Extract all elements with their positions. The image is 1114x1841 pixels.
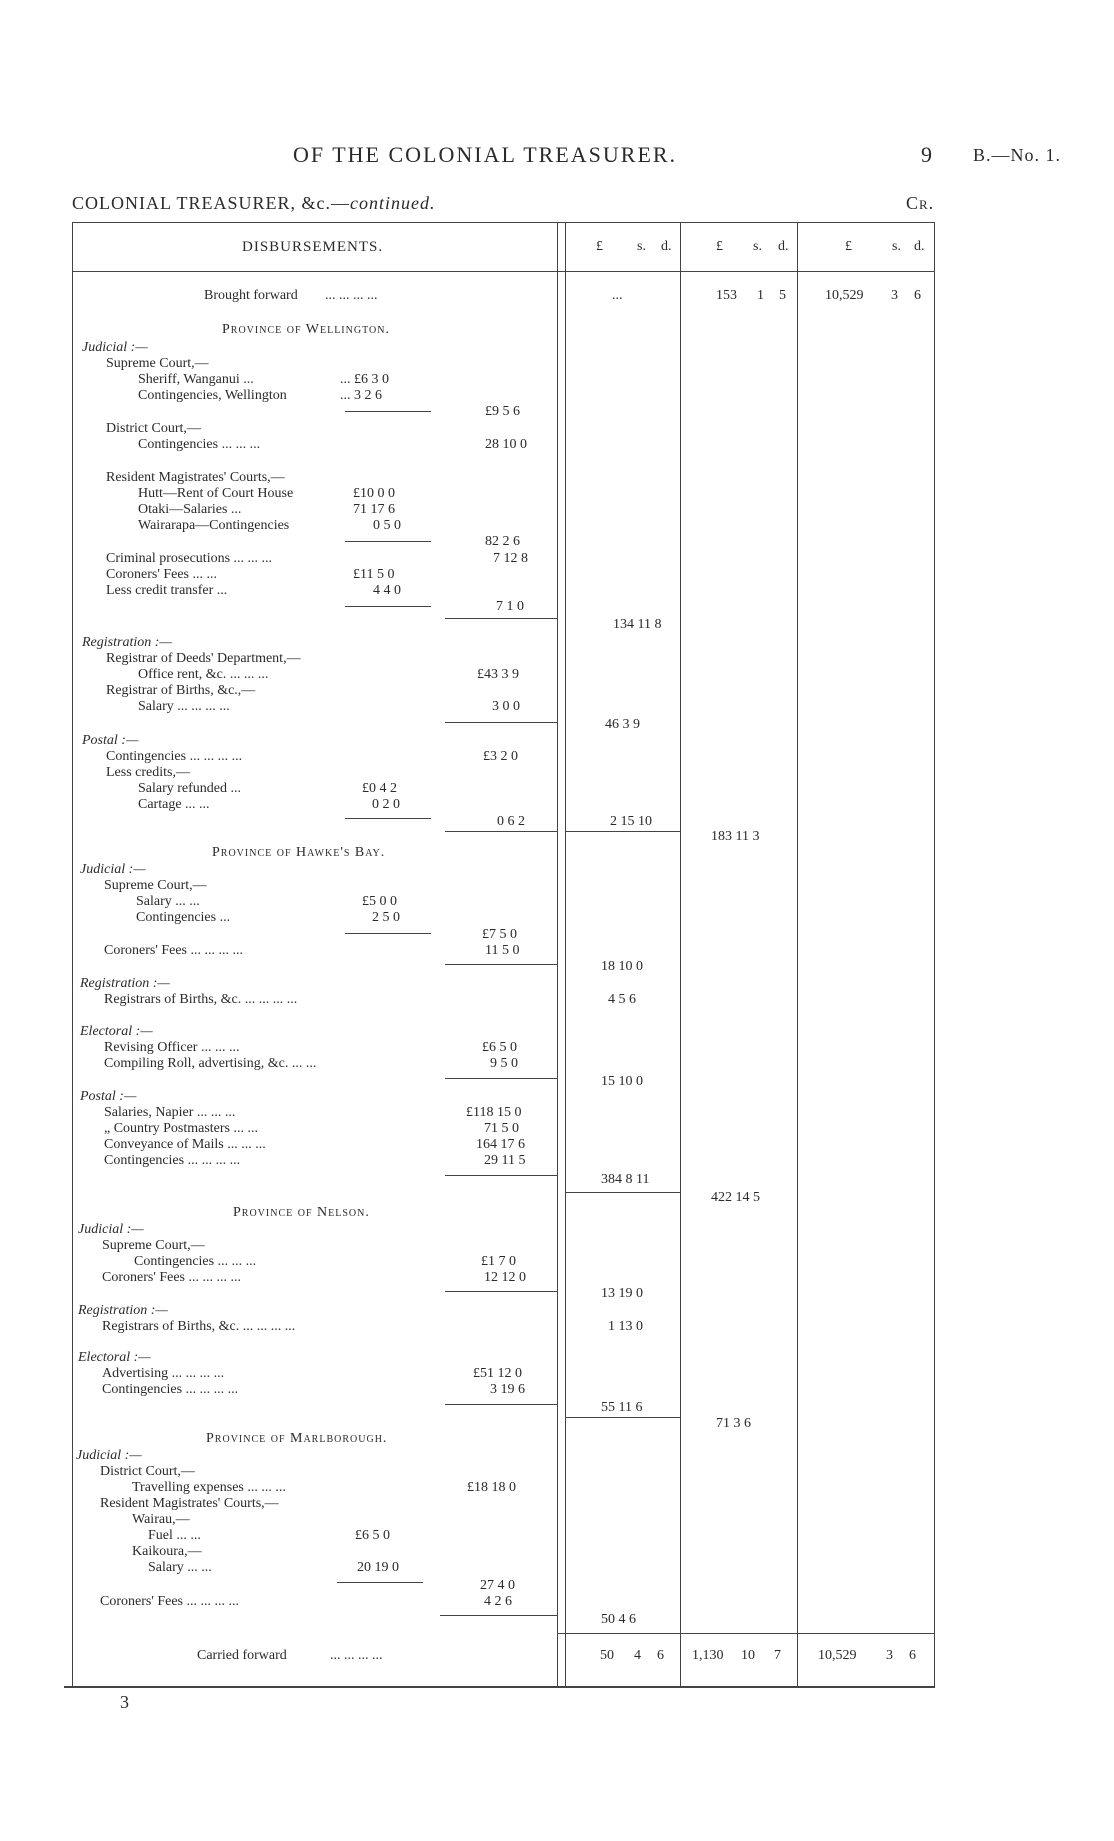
item-amount: 12 12 0 (484, 1270, 526, 1285)
item-label: Wairau,— (132, 1512, 190, 1527)
subtotal-rule (345, 411, 431, 412)
carried-forward-col2-pounds: 50 (600, 1648, 614, 1663)
section-total: 55 11 6 (601, 1400, 643, 1415)
leader-dots: ... ... ... ... (330, 1648, 383, 1663)
column-header-pence: d. (778, 239, 789, 254)
column-divider (797, 222, 798, 1687)
subsection-label: Postal :— (80, 1089, 137, 1104)
item-label: Wairarapa—Contingencies (138, 518, 290, 533)
table-rule-top (72, 222, 935, 223)
item-label: Salary ... ... (136, 894, 200, 909)
brought-forward-col4-shillings: 3 (891, 288, 898, 303)
subtotal-amount: 27 4 0 (480, 1578, 515, 1593)
brought-forward-col4-pounds: 10,529 (825, 288, 864, 303)
subtotal-amount: 7 1 0 (496, 599, 524, 614)
column-header-pounds: £ (716, 239, 723, 254)
section-title: COLONIAL TREASURER, &c.—continued. (72, 193, 436, 213)
item-amount: 4 4 0 (373, 583, 401, 598)
column-header-shillings: s. (892, 239, 901, 254)
table-rule-header (72, 271, 935, 272)
item-label: Contingencies ... ... ... (134, 1254, 257, 1269)
column-header-shillings: s. (753, 239, 762, 254)
credit-label: Cr. (906, 193, 935, 213)
table-border-left (72, 222, 73, 1687)
item-amount: 0 5 0 (373, 518, 401, 533)
carried-forward-col4-pounds: 10,529 (818, 1648, 857, 1663)
item-label: Salaries, Napier ... ... ... (104, 1105, 236, 1120)
carried-forward-col3-shillings: 10 (741, 1648, 755, 1663)
leader-dots: ... ... ... ... (325, 288, 378, 303)
total-rule (566, 1417, 680, 1418)
subtotal-amount: 82 2 6 (485, 534, 520, 549)
item-label: Contingencies ... ... ... ... (104, 1153, 241, 1168)
subsection-label: Registration :— (78, 1303, 168, 1318)
item-label: Coroners' Fees ... ... ... ... (100, 1594, 240, 1609)
subsection-label: Judicial :— (82, 340, 148, 355)
section-total: 134 11 8 (613, 617, 662, 632)
section-total: 2 15 10 (610, 814, 652, 829)
section-total: 15 10 0 (601, 1074, 643, 1089)
item-amount: 164 17 6 (476, 1137, 525, 1152)
subsection-label: Judicial :— (80, 862, 146, 877)
item-label: Kaikoura,— (132, 1544, 202, 1559)
subtotal-rule (345, 933, 431, 934)
column-header-shillings: s. (637, 239, 646, 254)
item-label: Cartage ... ... (138, 797, 210, 812)
province-heading: Province of Marlborough. (206, 1431, 388, 1446)
item-amount: 2 5 0 (372, 910, 400, 925)
column-divider (565, 222, 566, 1687)
item-amount: 3 0 0 (492, 699, 520, 714)
province-total: 183 11 3 (711, 829, 760, 844)
item-amount: 0 2 0 (372, 797, 400, 812)
carried-forward-col3-pence: 7 (774, 1648, 781, 1663)
item-amount: £6 5 0 (482, 1040, 517, 1055)
subsection-label: Judicial :— (76, 1448, 142, 1463)
column-header-pence: d. (661, 239, 672, 254)
item-label: Hutt—Rent of Court House (138, 486, 294, 501)
column-header-pounds: £ (845, 239, 852, 254)
page-title: OF THE COLONIAL TREASURER. (293, 142, 678, 167)
item-label: Compiling Roll, advertising, &c. ... ... (104, 1056, 317, 1071)
subsection-label: Electoral :— (80, 1024, 153, 1039)
subtotal-rule (337, 1582, 423, 1583)
item-amount: ... £6 3 0 (340, 372, 389, 387)
subtotal-rule (345, 606, 431, 607)
brought-forward-label: Brought forward (204, 288, 298, 303)
item-label: Travelling expenses ... ... ... (132, 1480, 286, 1495)
item-label: Salary refunded ... (138, 781, 242, 796)
subtotal-rule (445, 618, 557, 619)
total-rule (566, 1192, 680, 1193)
brought-forward-col3-shillings: 1 (757, 288, 764, 303)
subtotal-rule (445, 1175, 557, 1176)
item-label: Otaki—Salaries ... (138, 502, 242, 517)
item-label: „ Country Postmasters ... ... (104, 1121, 258, 1136)
subtotal-rule (440, 1615, 557, 1616)
section-total: 384 8 11 (601, 1172, 650, 1187)
table-rule-bottom (64, 1686, 935, 1688)
subtotal-rule (445, 831, 557, 832)
subtotal-rule (345, 818, 431, 819)
item-label: Coroners' Fees ... ... ... ... (104, 943, 244, 958)
item-amount: 9 5 0 (490, 1056, 518, 1071)
item-label: Revising Officer ... ... ... (104, 1040, 240, 1055)
carried-forward-col2-shillings: 4 (634, 1648, 641, 1663)
item-amount: £51 12 0 (473, 1366, 522, 1381)
item-amount: ... 3 2 6 (340, 388, 382, 403)
subsection-label: Judicial :— (78, 1222, 144, 1237)
item-amount: 3 19 6 (490, 1382, 525, 1397)
subtotal-rule (445, 722, 557, 723)
item-label: District Court,— (106, 421, 201, 436)
item-amount: 28 10 0 (485, 437, 527, 452)
item-label: Supreme Court,— (104, 878, 207, 893)
brought-forward-col3-pence: 5 (779, 288, 786, 303)
item-label: District Court,— (100, 1464, 195, 1479)
item-label: Conveyance of Mails ... ... ... (104, 1137, 266, 1152)
subtotal-amount: 0 6 2 (497, 814, 525, 829)
section-total: 1 13 0 (608, 1319, 643, 1334)
item-amount: £0 4 2 (362, 781, 397, 796)
brought-forward-col4-pence: 6 (914, 288, 921, 303)
carried-forward-col3-pounds: 1,130 (692, 1648, 724, 1663)
item-label: Contingencies, Wellington (138, 388, 287, 403)
item-label: Registrars of Births, &c. ... ... ... ... (104, 992, 298, 1007)
province-heading: Province of Wellington. (222, 322, 390, 337)
subtotal-rule (445, 1078, 557, 1079)
section-total: 13 19 0 (601, 1286, 643, 1301)
sheet-number: 3 (120, 1692, 129, 1712)
section-total: 46 3 9 (605, 717, 640, 732)
item-label: Coroners' Fees ... ... ... ... (102, 1270, 242, 1285)
item-amount: 7 12 8 (493, 551, 528, 566)
item-label: Registrar of Deeds' Department,— (106, 651, 301, 666)
section-total: 4 5 6 (608, 992, 636, 1007)
item-label: Contingencies ... ... ... (138, 437, 261, 452)
subtotal-rule (345, 541, 431, 542)
item-label: Less credit transfer ... (106, 583, 228, 598)
section-total: 18 10 0 (601, 959, 643, 974)
subtotal-amount: £7 5 0 (482, 927, 517, 942)
item-label: Supreme Court,— (102, 1238, 205, 1253)
brought-forward-col2: ... (612, 288, 623, 303)
item-label: Criminal prosecutions ... ... ... (106, 551, 273, 566)
item-amount: 4 2 6 (484, 1594, 512, 1609)
subsection-label: Postal :— (82, 733, 139, 748)
item-label: Resident Magistrates' Courts,— (100, 1496, 279, 1511)
section-total: 50 4 6 (601, 1612, 636, 1627)
table-border-right (934, 222, 935, 1687)
subtotal-rule (445, 964, 557, 965)
subsection-label: Registration :— (80, 976, 170, 991)
item-label: Resident Magistrates' Courts,— (106, 470, 285, 485)
item-label: Sheriff, Wanganui ... (138, 372, 254, 387)
item-amount: £5 0 0 (362, 894, 397, 909)
total-rule (558, 1633, 934, 1634)
item-label: Coroners' Fees ... ... (106, 567, 218, 582)
item-amount: £118 15 0 (466, 1105, 522, 1120)
item-label: Supreme Court,— (106, 356, 209, 371)
carried-forward-col2-pence: 6 (657, 1648, 664, 1663)
item-label: Office rent, &c. ... ... ... (138, 667, 269, 682)
carried-forward-label: Carried forward (197, 1648, 287, 1663)
item-amount: £6 5 0 (355, 1528, 390, 1543)
province-total: 71 3 6 (716, 1416, 751, 1431)
subsection-label: Registration :— (82, 635, 172, 650)
item-amount: £10 0 0 (353, 486, 395, 501)
brought-forward-col3-pounds: 153 (716, 288, 737, 303)
subtotal-rule (445, 1291, 557, 1292)
item-amount: 71 5 0 (484, 1121, 519, 1136)
subtotal-rule (445, 1404, 557, 1405)
item-label: Advertising ... ... ... ... (102, 1366, 225, 1381)
carried-forward-col4-pence: 6 (909, 1648, 916, 1663)
column-divider (680, 222, 681, 1687)
province-total: 422 14 5 (711, 1190, 760, 1205)
item-amount: £1 7 0 (481, 1254, 516, 1269)
column-header-pence: d. (914, 239, 925, 254)
item-label: Less credits,— (106, 765, 190, 780)
item-label: Salary ... ... (148, 1560, 212, 1575)
paper-reference: B.—No. 1. (973, 145, 1062, 165)
total-rule (566, 831, 680, 832)
item-amount: 20 19 0 (357, 1560, 399, 1575)
carried-forward-col4-shillings: 3 (886, 1648, 893, 1663)
item-label: Fuel ... ... (148, 1528, 201, 1543)
item-label: Contingencies ... ... ... ... (106, 749, 243, 764)
item-label: Contingencies ... (136, 910, 231, 925)
item-amount: 29 11 5 (484, 1153, 526, 1168)
item-label: Salary ... ... ... ... (138, 699, 230, 714)
page-number: 9 (921, 142, 934, 167)
item-amount: 71 17 6 (353, 502, 395, 517)
column-header-pounds: £ (596, 239, 603, 254)
item-label: Registrar of Births, &c.,— (106, 683, 256, 698)
item-amount: £3 2 0 (483, 749, 518, 764)
subsection-label: Electoral :— (78, 1350, 151, 1365)
item-label: Registrars of Births, &c. ... ... ... ... (102, 1319, 296, 1334)
item-label: Contingencies ... ... ... ... (102, 1382, 239, 1397)
item-amount: £43 3 9 (477, 667, 519, 682)
column-divider (557, 222, 558, 1687)
column-header-description: DISBURSEMENTS. (242, 239, 384, 255)
province-heading: Province of Nelson. (233, 1205, 370, 1220)
province-heading: Province of Hawke's Bay. (212, 845, 386, 860)
item-amount: £18 18 0 (467, 1480, 516, 1495)
item-amount: £11 5 0 (353, 567, 395, 582)
item-amount: 11 5 0 (485, 943, 520, 958)
subtotal-amount: £9 5 6 (485, 404, 520, 419)
